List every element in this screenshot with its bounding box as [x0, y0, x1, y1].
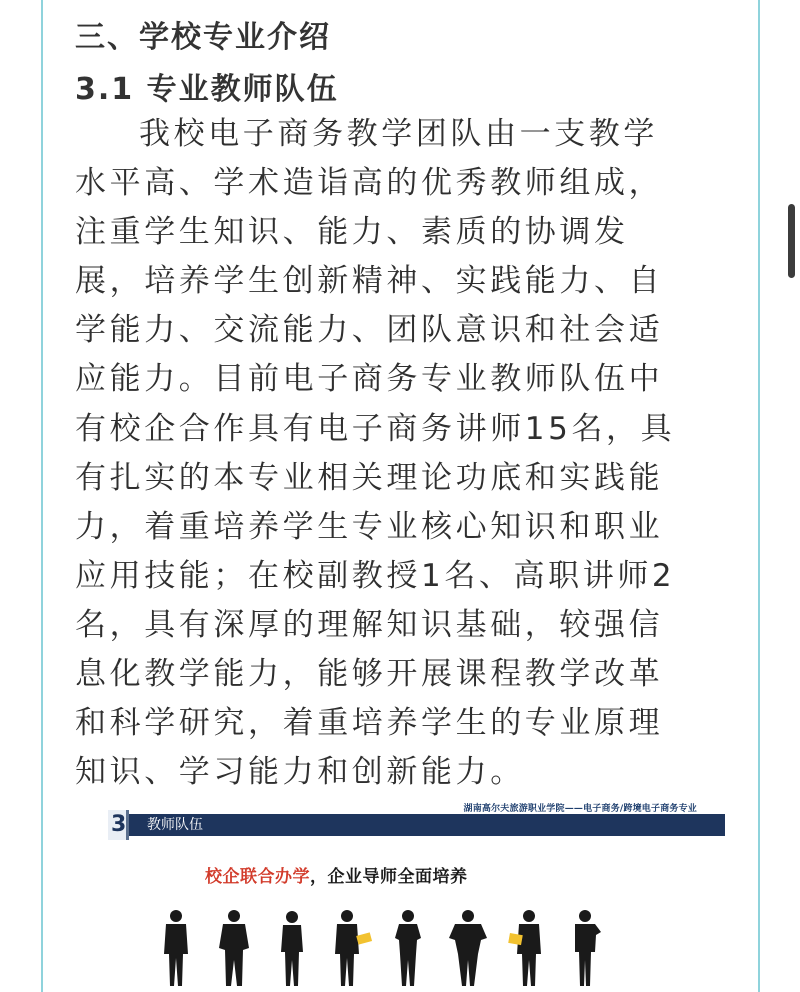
person-silhouette-icon	[507, 908, 547, 988]
person-silhouette-icon	[447, 908, 489, 988]
scrollbar-thumb[interactable]	[788, 204, 795, 278]
paragraph-line: 知识、学习能力和创新能力。	[75, 754, 525, 791]
paragraph-line: 和科学研究，着重培养学生的专业原理	[75, 705, 664, 742]
paragraph-line: 力，着重培养学生专业核心知识和职业	[75, 508, 664, 545]
person-silhouette-icon	[565, 908, 605, 988]
subsection-title: 3.1 专业教师队伍	[75, 72, 339, 107]
slide-title: 教师队伍	[147, 817, 203, 833]
slide-number: 3	[111, 812, 127, 837]
teacher-team-slide-image	[75, 800, 725, 992]
slide-header-text: 湖南高尔夫旅游职业学院——电子商务/跨境电子商务专业	[463, 804, 697, 814]
paragraph-line: 有校企合作具有电子商务讲师15名，具	[75, 410, 676, 447]
frame-right-border	[758, 0, 760, 992]
section-title: 三、学校专业介绍	[75, 20, 331, 55]
person-silhouette-icon	[329, 908, 373, 988]
paragraph-line: 学能力、交流能力、团队意识和社会适	[75, 312, 664, 349]
paragraph-line: 注重学生知识、能力、素质的协调发	[75, 214, 629, 251]
slide-slogan	[205, 862, 468, 887]
slogan-red-part: 校企联合办学	[205, 867, 310, 887]
person-silhouette-icon	[389, 908, 427, 988]
paragraph-line: 应用技能；在校副教授1名、高职讲师2	[75, 557, 676, 594]
paragraph-line: 名，具有深厚的理解知识基础，较强信	[75, 606, 664, 643]
paragraph-line: 息化教学能力，能够开展课程教学改革	[75, 656, 664, 693]
paragraph-line: 水平高、学术造诣高的优秀教师组成，	[75, 165, 664, 202]
paragraph-line: 展，培养学生创新精神、实践能力、自	[75, 263, 664, 300]
person-silhouette-icon	[273, 908, 311, 988]
person-silhouette-icon	[215, 908, 253, 988]
business-people-silhouettes	[157, 908, 627, 988]
slogan-dark-part: ，企业导师全面培养	[310, 867, 468, 887]
body-paragraph	[75, 110, 735, 797]
frame-left-border	[41, 0, 43, 992]
paragraph-line: 有扎实的本专业相关理论功底和实践能	[75, 459, 664, 496]
paragraph-line: 我校电子商务教学团队由一支教学	[139, 116, 658, 152]
paragraph-line: 应能力。目前电子商务专业教师队伍中	[75, 361, 664, 398]
person-silhouette-icon	[157, 908, 195, 988]
